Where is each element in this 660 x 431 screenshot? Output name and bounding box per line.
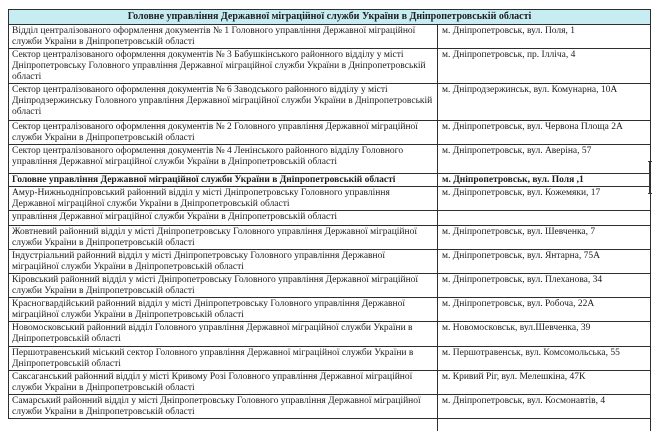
table-row <box>9 49 651 84</box>
table-row <box>9 298 651 322</box>
address-cell: м. Дніпродзержинськ, вул. Комунарна, 10А <box>438 84 651 121</box>
address-cell: м. Новомосковськ, вул.Шевченка, 39 <box>438 322 651 347</box>
text-caret-icon <box>648 161 652 194</box>
table-row <box>9 347 651 371</box>
table-row <box>9 174 651 187</box>
office-cell: Сектор централізованого оформлення документів № 2 Головного управління Державної міграційної служби України в Дніпропетровській області <box>9 121 438 145</box>
address-cell: м. Дніпропетровськ, пр. Ілліча, 4 <box>438 49 651 84</box>
table-row <box>9 211 651 226</box>
address-cell: м. Дніпропетровськ, вул. Поля ,1 <box>438 174 651 187</box>
office-cell: Головне управління Державної міграційної служби України в Дніпропетровській області <box>9 174 438 187</box>
address-cell: м. Дніпропетровськ, вул. Плеханова, 34 <box>438 274 651 298</box>
offices-table <box>8 9 651 431</box>
address-cell: м. Першотравенськ, вул. Комсомольська, 55 <box>438 347 651 371</box>
office-cell: Відділ централізованого оформлення документів № 1 Головного управління Державної міграційної служби України в Дніпропетровській області <box>9 25 438 49</box>
address-cell <box>438 211 651 226</box>
office-cell: Кіровський районний відділ у місті Дніпропетровську Головного управління Державної міграційної служби України в Дніпропетровській області <box>9 274 438 298</box>
address-cell: м. Дніпропетровськ, вул. Аверіна, 57 <box>438 145 651 174</box>
address-cell: м. Дніпропетровськ, вул. Кожемяки, 17 <box>438 187 651 211</box>
address-cell: м. Кривий Ріг, вул. Мелешкіна, 47К <box>438 371 651 395</box>
office-cell: Саксаганський районний відділ у місті Кривому Розі Головного управління Державної міграційної служби України в Дніпропетровській області <box>9 371 438 395</box>
table-row <box>9 250 651 274</box>
table-row <box>9 84 651 121</box>
office-cell <box>9 419 438 431</box>
office-cell: Жовтневий районний відділ у місті Дніпропетровську Головного управління Державної міграційної служби України в Дніпропетровській області <box>9 226 438 250</box>
address-cell: м. Дніпропетровськ, вул. Шевченка, 7 <box>438 226 651 250</box>
table-row <box>9 25 651 49</box>
table-row <box>9 226 651 250</box>
office-cell: Амур-Нижньодніпровський районний відділ у місті Дніпропетровську Головного управління Державної міграційної служби України в Дніпропетровській області <box>9 187 438 211</box>
office-cell: Сектор централізованого оформлення документів № 4 Ленінського районного відділу Головного управління Державної міграційної служби України в Дніпропетровській області <box>9 145 438 174</box>
address-cell <box>438 419 651 431</box>
address-cell: м. Дніпропетровськ, вул. Космонавтів, 4 <box>438 395 651 419</box>
address-cell: м. Дніпропетровськ, вул. Янтарна, 75А <box>438 250 651 274</box>
table-row-cut-off <box>9 419 651 431</box>
address-cell: м. Дніпропетровськ, вул. Робоча, 22А <box>438 298 651 322</box>
table-row <box>9 274 651 298</box>
table-row <box>9 121 651 145</box>
table-header-row <box>9 10 651 25</box>
office-cell: Індустріальний районний відділ у місті Дніпропетровську Головного управління Державної міграційної служби України в Дніпропетровській області <box>9 250 438 274</box>
office-cell: Новомосковський районний відділ Головного управління Державної міграційної служби України в Дніпропетровській області <box>9 322 438 347</box>
table-title: Головне управління Державної міграційної служби України в Дніпропетровській області <box>9 10 651 25</box>
table-row <box>9 371 651 395</box>
office-cell: Сектор централізованого оформлення документів № 6 Заводського районного відділу у місті Дніпродзержинську Головного управління Державної міграційної служби України в Дніпропетровській області <box>9 84 438 121</box>
table-row <box>9 322 651 347</box>
office-cell: Красногвардійський районний відділ у місті Дніпропетровську Головного управління Державної міграційної служби України в Дніпропетровській області <box>9 298 438 322</box>
table-row <box>9 395 651 419</box>
address-cell: м. Дніпропетровськ, вул. Поля, 1 <box>438 25 651 49</box>
office-cell: Першотравенський міський сектор Головного управління Державної міграційної служби України в Дніпропетровській області <box>9 347 438 371</box>
office-cell: Самарський районний відділ у місті Дніпропетровську Головного управління Державної міграційної служби України в Дніпропетровській області <box>9 395 438 419</box>
address-cell: м. Дніпропетровськ, вул. Червона Площа 2А <box>438 121 651 145</box>
table-row <box>9 187 651 211</box>
office-cell: управління Державної міграційної служби України в Дніпропетровській області <box>9 211 438 226</box>
office-cell: Сектор централізованого оформлення документів № 3 Бабушкінського районного відділу у місті Дніпропетровську Головного управління Державної міграційної служби України в Дніпропетровській області <box>9 49 438 84</box>
table-row <box>9 145 651 174</box>
